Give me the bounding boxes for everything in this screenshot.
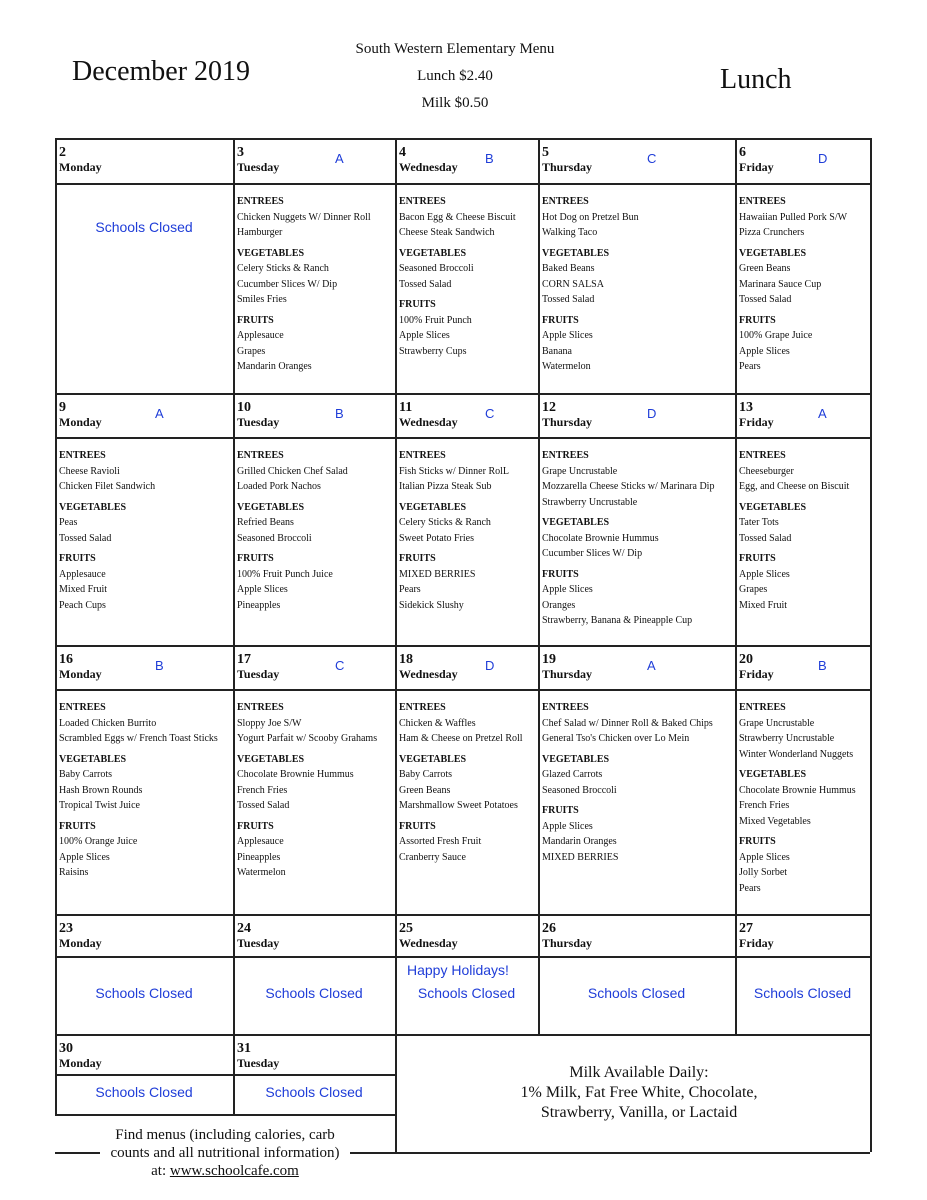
menu-item: Cucumber Slices W/ Dip [542,548,643,559]
category-fruits: FRUITS [542,805,579,816]
menu-item: Apple Slices [59,851,110,863]
menu-item: Cranberry Sauce [399,851,466,863]
menu-cycle-letter: D [485,658,495,673]
menu-item: Mandarin Oranges [542,836,617,847]
grid-line [233,138,235,393]
menu-item: French Fries [739,800,790,811]
grid-line [233,1034,235,1114]
day-header [542,921,592,951]
menu-item: French Fries [237,784,288,796]
day-header [237,921,279,951]
day-header [59,652,102,682]
day-name: Thursday [542,667,593,681]
day-name: Tuesday [237,160,280,174]
menu-item: Strawberry Uncrustable [739,733,835,744]
lunch-price: Lunch $2.40 [417,68,493,84]
daily-menu [399,700,523,865]
day-name: Tuesday [237,1056,280,1070]
menu-item: Seasoned Broccoli [399,263,474,274]
day-name: Thursday [542,936,593,950]
menu-item: Glazed Carrots [542,769,603,780]
day-number: 19 [542,652,556,667]
schools-closed-note: Schools Closed [95,985,193,1001]
menu-item: Apple Slices [399,330,450,341]
milk-price: Milk $0.50 [421,95,489,111]
day-header [739,652,774,682]
menu-item: Apple Slices [237,584,288,595]
day-header [237,652,279,682]
category-fruits: FRUITS [59,820,96,832]
menu-item: Grapes [739,584,768,595]
grid-line [395,138,397,393]
menu-item: Tropical Twist Juice [59,800,140,811]
schools-closed-note: Schools Closed [95,1084,193,1100]
grid-line [55,689,870,691]
school-name: South Western Elementary Menu [355,41,555,57]
day-header [542,400,592,430]
category-entrees: ENTREES [739,450,786,461]
menu-item: Apple Slices [739,345,790,357]
category-entrees: ENTREES [399,450,446,461]
day-number: 26 [542,921,556,936]
menu-item: Chocolate Brownie Hummus [739,784,856,796]
daily-menu [237,194,371,375]
menu-item: Jolly Sorbet [739,867,788,878]
day-header [399,921,458,951]
category-entrees: ENTREES [739,196,786,207]
day-name: Wednesday [399,667,458,681]
menu-item: Strawberry, Banana & Pineapple Cup [542,615,693,626]
menu-item: Chicken & Waffles [399,717,476,729]
grid-line [538,645,540,914]
category-vegetables: VEGETABLES [739,501,807,513]
menu-cycle-letter: B [155,658,164,673]
day-number: 5 [542,145,549,160]
day-number: 4 [399,145,406,160]
milk-info [396,1063,882,1123]
menu-item: Apple Slices [739,568,790,580]
grid-line [870,138,872,1152]
category-vegetables: VEGETABLES [399,753,467,765]
menu-item: Winter Wonderland Nuggets [739,748,854,760]
menu-cycle-letter: A [155,406,164,421]
grid-line [55,956,870,958]
menu-item: Tossed Salad [59,532,112,544]
footer-line-3 [55,1162,395,1180]
day-number: 23 [59,921,73,936]
menu-item: Pears [399,584,421,595]
menu-item: Strawberry Cups [399,345,467,357]
menu-cycle-letter: A [647,658,656,673]
day-header [399,145,458,175]
day-number: 31 [237,1041,251,1056]
menu-item: Strawberry Uncrustable [542,496,638,508]
milk-info-line: Strawberry, Vanilla, or Lactaid [540,1104,738,1121]
category-vegetables: VEGETABLES [399,501,467,513]
menu-item: Applesauce [237,836,284,847]
grid-line [55,1074,395,1076]
milk-info-line: 1% Milk, Fat Free White, Chocolate, [520,1084,758,1101]
menu-item: Green Beans [739,263,791,274]
menu-item: 100% Fruit Punch [399,314,472,326]
menu-cycle-letter: D [818,151,828,166]
grid-line [395,1152,870,1154]
menu-item: Seasoned Broccoli [237,532,312,544]
menu-item: Pizza Crunchers [739,227,805,238]
day-number: 11 [399,400,413,415]
menu-item: Applesauce [237,330,284,341]
category-entrees: ENTREES [237,702,284,713]
menu-item: Pears [739,882,761,894]
daily-menu [739,194,847,375]
day-name: Monday [59,667,102,681]
day-name: Friday [739,667,774,681]
category-entrees: ENTREES [237,196,284,207]
category-fruits: FRUITS [399,553,436,564]
menu-cycle-letter: C [647,151,657,166]
day-header [542,145,592,175]
grid-line [55,183,870,185]
menu-cycle-letter: C [335,658,345,673]
menu-item: Italian Pizza Steak Sub [399,481,492,492]
menu-item: Cucumber Slices W/ Dip [237,278,338,290]
menu-item: Ham & Cheese on Pretzel Roll [399,733,523,744]
day-header [542,652,592,682]
daily-menu [739,700,856,896]
footer-line-1: Find menus (including calories, carb [115,1127,335,1143]
menu-item: Green Beans [399,784,451,796]
menu-item: Pineapples [237,851,281,863]
grid-line [395,914,397,1034]
category-fruits: FRUITS [237,820,274,832]
daily-menu [542,700,713,865]
menu-item: Pineapples [237,599,281,611]
menu-item: Celery Sticks & Ranch [399,517,491,528]
grid-line [233,914,235,1034]
menu-item: MIXED BERRIES [399,568,476,580]
day-number: 18 [399,652,413,667]
meal-title: Lunch [720,64,792,95]
day-name: Thursday [542,160,593,174]
menu-item: Sidekick Slushy [399,599,464,611]
menu-item: Applesauce [59,568,106,580]
day-number: 12 [542,400,556,415]
category-entrees: ENTREES [237,450,284,461]
category-vegetables: VEGETABLES [59,753,127,765]
day-header [237,145,279,175]
category-vegetables: VEGETABLES [237,753,305,765]
day-header [237,400,279,430]
menu-item: MIXED BERRIES [542,851,619,863]
category-fruits: FRUITS [739,553,776,564]
day-name: Wednesday [399,160,458,174]
daily-menu [739,448,849,613]
daily-menu [237,448,348,613]
day-name: Monday [59,1056,102,1070]
menu-item: Yogurt Parfait w/ Scooby Grahams [237,733,378,744]
grid-line [538,393,540,645]
day-number: 13 [739,400,753,415]
menu-cycle-letter: B [818,658,827,673]
menu-item: Cheese Steak Sandwich [399,227,495,238]
day-header [59,921,102,951]
schools-closed-note: Schools Closed [587,985,686,1001]
menu-item: Peas [59,517,78,528]
menu-item: Loaded Pork Nachos [237,481,321,492]
menu-item: Baby Carrots [399,769,453,780]
menu-item: Hawaiian Pulled Pork S/W [739,211,848,223]
category-entrees: ENTREES [59,450,106,461]
menu-item: Apple Slices [739,851,790,863]
menu-item: Apple Slices [542,820,593,832]
menu-item: Marinara Sauce Cup [739,278,822,290]
category-entrees: ENTREES [739,702,786,713]
footer-line-2: counts and all nutritional information) [110,1145,340,1161]
day-number: 9 [59,400,66,415]
grid-line [735,138,737,393]
category-fruits: FRUITS [739,836,776,847]
menu-cycle-letter: A [335,151,344,166]
category-fruits: FRUITS [542,314,579,326]
daily-menu [542,448,714,629]
daily-menu [59,700,218,881]
menu-item: Bacon Egg & Cheese Biscuit [399,211,516,223]
menu-item: Watermelon [542,361,591,372]
grid-line [233,393,235,645]
grid-line [55,393,870,395]
category-fruits: FRUITS [739,314,776,326]
category-entrees: ENTREES [399,702,446,713]
menu-item: Mixed Vegetables [739,815,811,827]
day-number: 20 [739,652,753,667]
day-name: Thursday [542,415,593,429]
grid-line [395,393,397,645]
daily-menu [399,448,509,613]
menu-item: Tossed Salad [237,800,290,811]
footer-prefix: at: [151,1163,170,1179]
menu-item: Tossed Salad [542,294,595,305]
daily-menu [59,448,155,613]
schools-closed-note: Schools Closed [753,985,852,1001]
menu-item: Baked Beans [542,263,595,274]
menu-item: 100% Orange Juice [59,836,138,847]
category-entrees: ENTREES [59,702,106,713]
menu-item: Banana [542,345,572,357]
category-fruits: FRUITS [237,553,274,564]
day-number: 24 [237,921,251,936]
day-name: Friday [739,160,774,174]
schools-closed-note: Schools Closed [265,1084,363,1100]
menu-item: General Tso's Chicken over Lo Mein [542,733,690,744]
day-name: Wednesday [399,936,458,950]
category-vegetables: VEGETABLES [739,769,807,780]
day-number: 16 [59,652,73,667]
menu-item: Hash Brown Rounds [59,784,143,796]
day-number: 3 [237,145,244,160]
grid-line [735,914,737,1034]
grid-line [55,1034,870,1036]
day-header [59,1041,102,1071]
menu-item: Marshmallow Sweet Potatoes [399,800,518,811]
schools-closed-note: Schools Closed [417,985,516,1001]
milk-info-line: Milk Available Daily: [569,1064,709,1081]
menu-item: Apple Slices [542,584,593,595]
day-name: Tuesday [237,415,280,429]
grid-line [233,645,235,914]
daily-menu [399,194,516,359]
day-header [739,145,774,175]
day-number: 10 [237,400,251,415]
category-fruits: FRUITS [399,299,436,310]
menu-item: Mixed Fruit [739,599,788,611]
schoolcafe-link[interactable]: www.schoolcafe.com [169,1163,299,1179]
menu-item: 100% Fruit Punch Juice [237,568,333,580]
menu-item: Sweet Potato Fries [399,532,474,544]
menu-item: Cheese Ravioli [59,465,120,477]
category-entrees: ENTREES [542,702,589,713]
grid-line [538,914,540,1034]
menu-cycle-letter: B [485,151,494,166]
menu-item: Tossed Salad [739,294,792,305]
menu-item: Peach Cups [59,599,106,611]
menu-item: CORN SALSA [542,278,604,290]
menu-item: Celery Sticks & Ranch [237,263,329,274]
daily-menu [542,194,639,375]
menu-item: Hot Dog on Pretzel Bun [542,211,639,223]
day-name: Monday [59,936,102,950]
menu-item: Chocolate Brownie Hummus [542,532,659,544]
category-vegetables: VEGETABLES [542,247,610,259]
day-header [739,921,774,951]
schools-closed-note: Schools Closed [95,219,193,235]
menu-item: Tossed Salad [399,278,452,290]
category-fruits: FRUITS [542,568,579,580]
menu-item: Cheeseburger [739,465,794,477]
day-header [399,400,458,430]
category-fruits: FRUITS [237,314,274,326]
category-vegetables: VEGETABLES [237,501,305,513]
category-vegetables: VEGETABLES [399,247,467,259]
category-vegetables: VEGETABLES [237,247,305,259]
menu-item: Grape Uncrustable [542,465,618,477]
day-number: 30 [59,1041,73,1056]
category-fruits: FRUITS [399,820,436,832]
holiday-note: Happy Holidays! [407,962,509,978]
menu-item: Oranges [542,599,576,611]
category-entrees: ENTREES [542,196,589,207]
menu-item: Egg, and Cheese on Biscuit [739,481,850,492]
day-name: Tuesday [237,667,280,681]
menu-cycle-letter: A [818,406,827,421]
menu-item: Walking Taco [542,227,598,238]
menu-item: 100% Grape Juice [739,330,813,341]
menu-item: Mixed Fruit [59,584,108,595]
menu-item: Apple Slices [542,330,593,341]
day-number: 6 [739,145,746,160]
grid-line [735,393,737,645]
day-header [59,145,102,175]
menu-item: Watermelon [237,867,286,878]
daily-menu [237,700,377,881]
menu-item: Grapes [237,345,266,357]
day-name: Friday [739,415,774,429]
menu-item: Seasoned Broccoli [542,784,617,796]
menu-item: Grilled Chicken Chef Salad [237,465,348,477]
day-number: 27 [739,921,753,936]
menu-header [320,36,590,117]
menu-item: Refried Beans [237,517,294,528]
menu-item: Chicken Nuggets W/ Dinner Roll [237,211,371,223]
menu-item: Pears [739,361,761,372]
menu-item: Scrambled Eggs w/ French Toast Sticks [59,733,218,744]
menu-item: Raisins [59,867,89,878]
category-vegetables: VEGETABLES [739,247,807,259]
category-fruits: FRUITS [59,553,96,564]
menu-item: Loaded Chicken Burrito [59,717,157,729]
day-name: Monday [59,415,102,429]
menu-item: Sloppy Joe S/W [237,717,302,729]
category-vegetables: VEGETABLES [542,753,610,765]
grid-line [55,437,870,439]
category-vegetables: VEGETABLES [542,517,610,528]
menu-item: Baby Carrots [59,769,113,780]
menu-item: Chicken Filet Sandwich [59,481,156,492]
day-header [399,652,458,682]
footer-note [55,1126,395,1180]
menu-item: Smiles Fries [237,294,287,305]
menu-cycle-letter: D [647,406,657,421]
day-name: Friday [739,936,774,950]
category-entrees: ENTREES [399,196,446,207]
grid-line [735,645,737,914]
menu-cycle-letter: B [335,406,344,421]
day-header [237,1041,279,1071]
day-name: Tuesday [237,936,280,950]
category-vegetables: VEGETABLES [59,501,127,513]
grid-line [55,138,57,1114]
menu-cycle-letter: C [485,406,495,421]
menu-item: Assorted Fresh Fruit [399,836,482,847]
day-name: Wednesday [399,415,458,429]
day-number: 17 [237,652,251,667]
menu-item: Hamburger [237,227,283,238]
menu-item: Fish Sticks w/ Dinner RolL [399,465,510,477]
menu-item: Mozzarella Cheese Sticks w/ Marinara Dip [542,481,715,492]
day-header [739,400,774,430]
menu-item: Tater Tots [739,517,779,528]
menu-item: Chocolate Brownie Hummus [237,769,354,780]
grid-line [55,138,870,140]
menu-item: Chef Salad w/ Dinner Roll & Baked Chips [542,717,713,729]
day-name: Monday [59,160,102,174]
grid-line [55,914,870,916]
grid-line [395,645,397,914]
grid-line [55,1114,395,1116]
day-header [59,400,102,430]
day-number: 25 [399,921,413,936]
menu-item: Mandarin Oranges [237,361,312,372]
day-number: 2 [59,145,66,160]
grid-line [538,138,540,393]
grid-line [55,645,870,647]
category-entrees: ENTREES [542,450,589,461]
month-title: December 2019 [72,56,251,87]
menu-item: Grape Uncrustable [739,717,815,729]
menu-item: Tossed Salad [739,532,792,544]
schools-closed-note: Schools Closed [265,985,363,1001]
